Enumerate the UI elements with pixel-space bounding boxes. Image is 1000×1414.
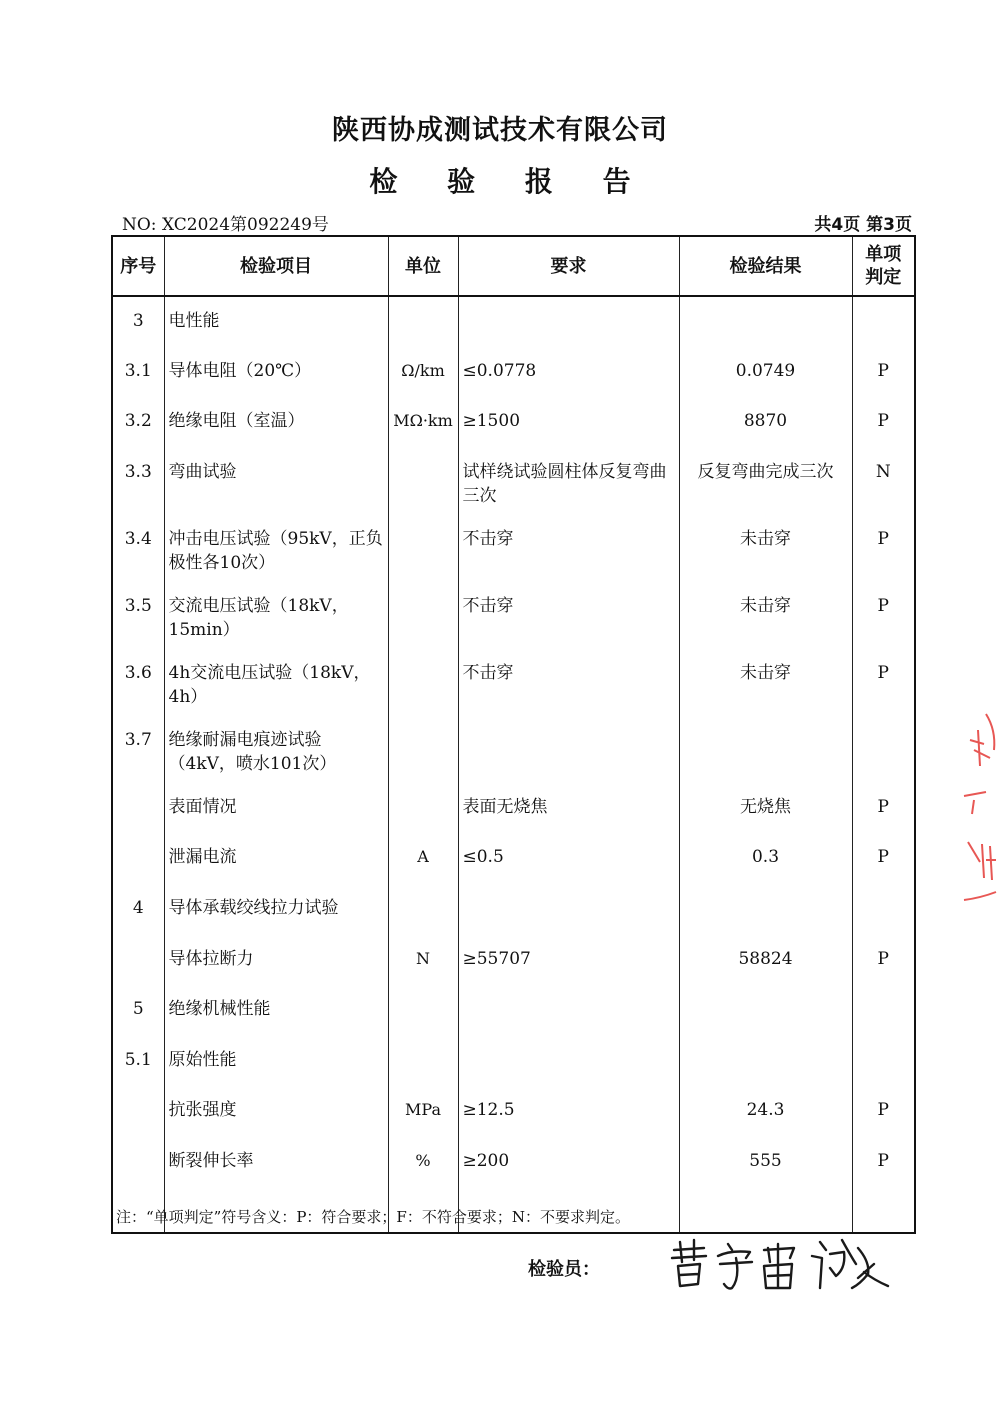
row-requirement — [458, 716, 679, 783]
row-requirement — [458, 296, 679, 347]
col-header-requirement: 要求 — [458, 236, 679, 296]
row-number: 3.2 — [112, 397, 164, 448]
table-row — [112, 515, 915, 582]
row-number: 3.1 — [112, 347, 164, 398]
row-judgement — [852, 1036, 915, 1087]
row-number — [112, 1086, 164, 1137]
row-number — [112, 1137, 164, 1188]
inspector-signature — [660, 1228, 910, 1298]
row-unit — [388, 448, 458, 515]
row-requirement: ≤0.0778 — [458, 347, 679, 398]
table-header-row — [112, 236, 915, 296]
row-requirement: ≤0.5 — [458, 833, 679, 884]
row-result: 无烧焦 — [679, 783, 852, 834]
table-row — [112, 716, 915, 783]
company-name: 陕西协成测试技术有限公司 — [332, 115, 668, 146]
row-item: 绝缘电阻（室温） — [164, 397, 388, 448]
row-requirement: 不击穿 — [458, 649, 679, 716]
row-number: 3 — [112, 296, 164, 347]
row-unit — [388, 1036, 458, 1087]
row-item: 电性能 — [164, 296, 388, 347]
row-judgement: P — [852, 649, 915, 716]
row-number: 4 — [112, 884, 164, 935]
red-stamp-edge — [950, 710, 1000, 910]
report-title: 检 验 报 告 — [369, 165, 651, 198]
table-row — [112, 582, 915, 649]
row-item: 泄漏电流 — [164, 833, 388, 884]
row-unit — [388, 716, 458, 783]
row-number: 3.3 — [112, 448, 164, 515]
row-result — [679, 985, 852, 1036]
row-number — [112, 783, 164, 834]
row-item: 4h交流电压试验（18kV，4h） — [164, 649, 388, 716]
table-row — [112, 649, 915, 716]
table-row — [112, 448, 915, 515]
row-result — [679, 296, 852, 347]
row-result: 未击穿 — [679, 649, 852, 716]
table-row — [112, 296, 915, 347]
row-number: 3.4 — [112, 515, 164, 582]
table-row — [112, 783, 915, 834]
row-judgement: P — [852, 1137, 915, 1188]
row-result: 58824 — [679, 935, 852, 986]
row-item: 绝缘机械性能 — [164, 985, 388, 1036]
inspection-table — [111, 235, 916, 1234]
row-number: 5 — [112, 985, 164, 1036]
col-header-item: 检验项目 — [164, 236, 388, 296]
table-row — [112, 935, 915, 986]
row-result: 8870 — [679, 397, 852, 448]
page-info: 共4页 第3页 — [814, 215, 912, 235]
filler-cell — [852, 1188, 915, 1233]
row-unit: % — [388, 1137, 458, 1188]
row-judgement: P — [852, 783, 915, 834]
row-requirement: 不击穿 — [458, 515, 679, 582]
row-requirement: ≥12.5 — [458, 1086, 679, 1137]
row-requirement: ≥200 — [458, 1137, 679, 1188]
table-row — [112, 1086, 915, 1137]
row-unit — [388, 515, 458, 582]
row-item: 断裂伸长率 — [164, 1137, 388, 1188]
row-requirement: 不击穿 — [458, 582, 679, 649]
row-unit: Ω/km — [388, 347, 458, 398]
row-number — [112, 935, 164, 986]
row-judgement — [852, 716, 915, 783]
row-result — [679, 716, 852, 783]
table-row — [112, 347, 915, 398]
row-judgement — [852, 985, 915, 1036]
row-unit: MPa — [388, 1086, 458, 1137]
row-item: 交流电压试验（18kV，15min） — [164, 582, 388, 649]
row-judgement — [852, 884, 915, 935]
footnote: 注：“单项判定”符号含义：P：符合要求；F：不符合要求；N：不要求判定。 — [116, 1208, 630, 1226]
row-unit — [388, 649, 458, 716]
row-requirement: 表面无烧焦 — [458, 783, 679, 834]
table-row — [112, 985, 915, 1036]
row-item: 原始性能 — [164, 1036, 388, 1087]
row-judgement: P — [852, 1086, 915, 1137]
row-judgement — [852, 296, 915, 347]
row-judgement: P — [852, 833, 915, 884]
row-result: 未击穿 — [679, 515, 852, 582]
row-judgement: P — [852, 582, 915, 649]
row-item: 导体承载绞线拉力试验 — [164, 884, 388, 935]
row-requirement: ≥1500 — [458, 397, 679, 448]
row-number: 3.6 — [112, 649, 164, 716]
col-header-unit: 单位 — [388, 236, 458, 296]
row-judgement: P — [852, 515, 915, 582]
report-number: NO: XC2024第092249号 — [122, 215, 329, 235]
table-row — [112, 1036, 915, 1087]
row-item: 抗张强度 — [164, 1086, 388, 1137]
row-item: 绝缘耐漏电痕迹试验（4kV，喷水101次） — [164, 716, 388, 783]
row-unit — [388, 884, 458, 935]
row-judgement: P — [852, 347, 915, 398]
row-unit: N — [388, 935, 458, 986]
row-item: 导体拉断力 — [164, 935, 388, 986]
row-number: 5.1 — [112, 1036, 164, 1087]
row-judgement: P — [852, 397, 915, 448]
row-result: 反复弯曲完成三次 — [679, 448, 852, 515]
row-result: 0.0749 — [679, 347, 852, 398]
row-number: 3.5 — [112, 582, 164, 649]
col-header-result: 检验结果 — [679, 236, 852, 296]
row-requirement — [458, 884, 679, 935]
inspector-label: 检验员： — [528, 1259, 600, 1280]
row-requirement: ≥55707 — [458, 935, 679, 986]
row-item: 表面情况 — [164, 783, 388, 834]
row-number: 3.7 — [112, 716, 164, 783]
row-unit: A — [388, 833, 458, 884]
row-result: 未击穿 — [679, 582, 852, 649]
row-result — [679, 884, 852, 935]
col-header-judgement: 单项判定 — [852, 236, 915, 296]
row-unit — [388, 296, 458, 347]
row-item: 冲击电压试验（95kV，正负极性各10次） — [164, 515, 388, 582]
row-result: 555 — [679, 1137, 852, 1188]
table-row — [112, 833, 915, 884]
row-number — [112, 833, 164, 884]
row-result: 0.3 — [679, 833, 852, 884]
row-unit — [388, 582, 458, 649]
row-unit — [388, 783, 458, 834]
row-requirement — [458, 985, 679, 1036]
table-row — [112, 1137, 915, 1188]
col-header-no: 序号 — [112, 236, 164, 296]
row-requirement — [458, 1036, 679, 1087]
filler-cell — [679, 1188, 852, 1233]
table-row — [112, 884, 915, 935]
row-result — [679, 1036, 852, 1087]
row-unit — [388, 985, 458, 1036]
row-requirement: 试样绕试验圆柱体反复弯曲三次 — [458, 448, 679, 515]
row-result: 24.3 — [679, 1086, 852, 1137]
row-unit: MΩ·km — [388, 397, 458, 448]
row-item: 导体电阻（20℃） — [164, 347, 388, 398]
table-row — [112, 397, 915, 448]
row-judgement: P — [852, 935, 915, 986]
row-item: 弯曲试验 — [164, 448, 388, 515]
row-judgement: N — [852, 448, 915, 515]
